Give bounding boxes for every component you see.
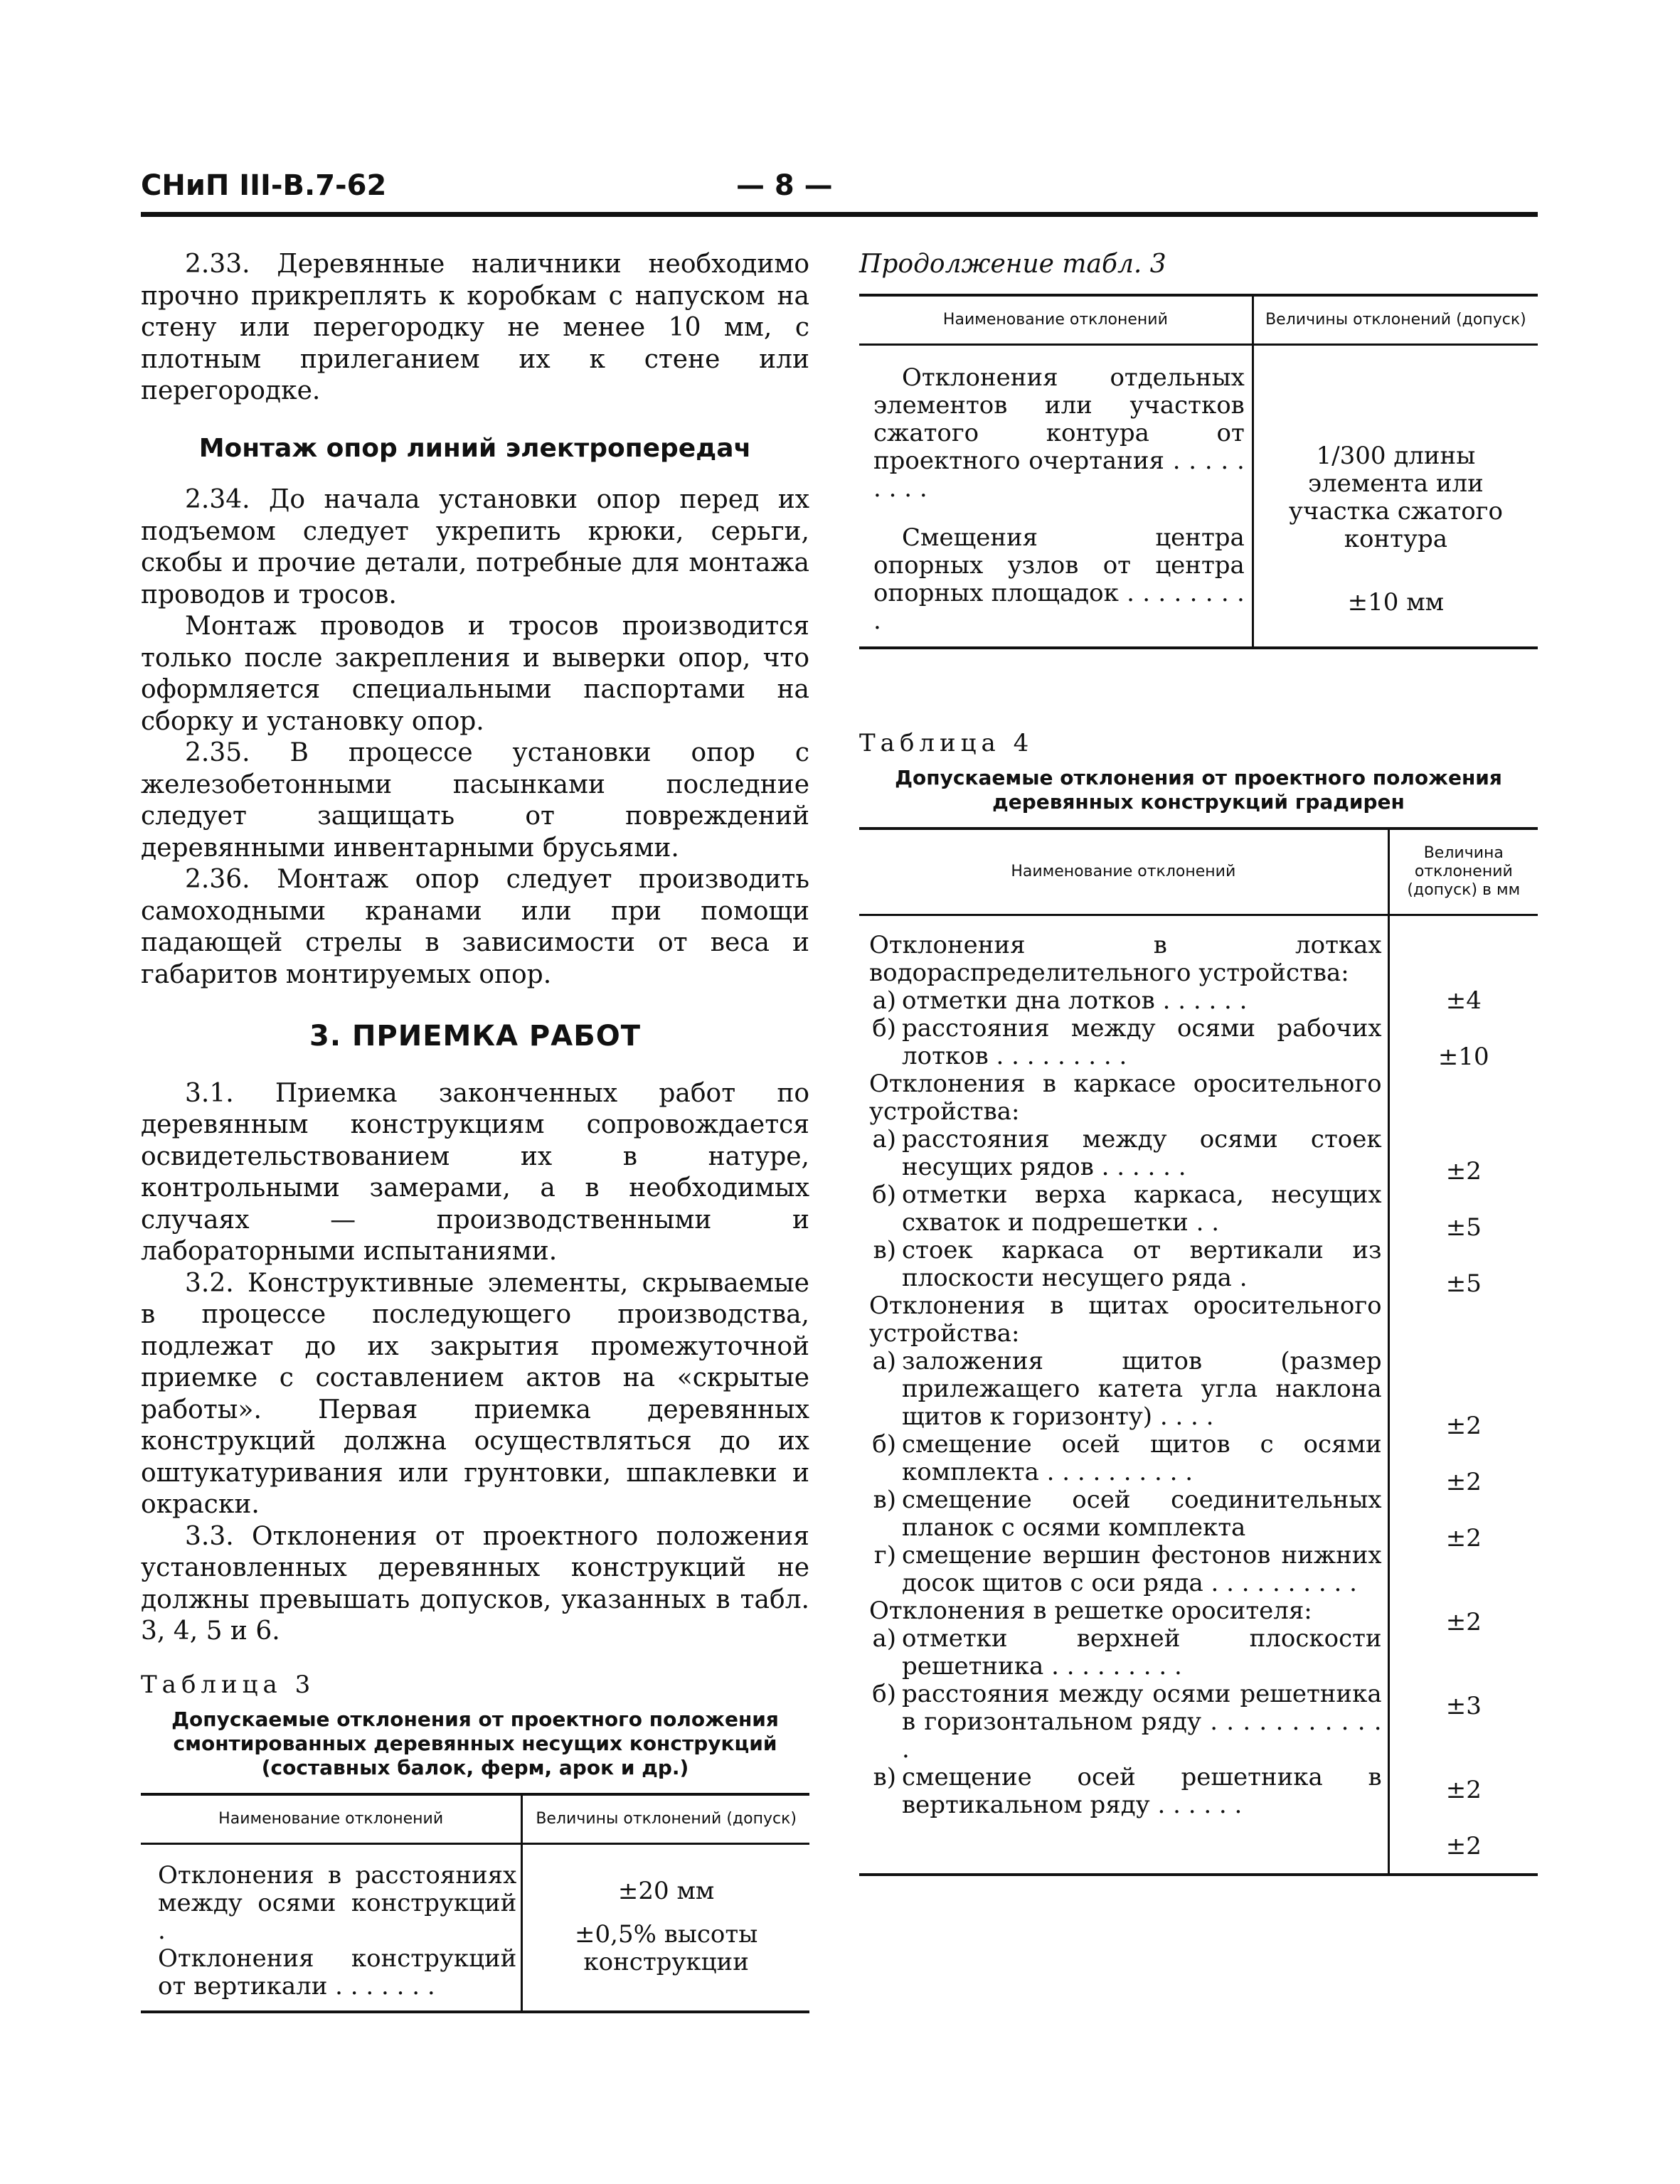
list-item: г) смещение вершин фестонов нижних досок щитов с оси ряда . . . . . . . . . . <box>873 1541 1382 1597</box>
table-4-value: ±2 <box>1445 1157 1482 1186</box>
table-3-col-value: Величины отклонений (допуск) <box>522 1796 809 1844</box>
table-3-continuation-label: Продолжение табл. 3 <box>859 250 1166 279</box>
paragraph-3-3: 3.3. Отклонения от проектного положения установленных деревянных конструкций не должны превышать допусков, указанных в табл. 3, 4, 5 и 6. <box>141 1521 809 1646</box>
list-item: б) смещение осей щитов с осями комплекта . . . . . . . . . . <box>872 1430 1382 1486</box>
table-4-value: ±5 <box>1445 1213 1482 1242</box>
table-4-value: ±10 <box>1437 1043 1489 1071</box>
table-4-col-value: Величина отклонений (допуск) в мм <box>1388 830 1538 915</box>
list-item: в) смещение осей решетника в вертикальном ряду . . . . . . <box>873 1763 1382 1819</box>
header-rule <box>141 212 1538 217</box>
table-4-value: ±5 <box>1445 1269 1482 1298</box>
page-number: — 8 — <box>736 169 833 202</box>
table-3c-col-name: Наименование отклонений <box>859 297 1253 345</box>
table-3-row-value: ±0,5% высоты конструкции <box>575 1920 758 1976</box>
table-3c-row-name: Отклонения отдельных элементов или участков сжатого контура от проектного очертания . . . . . . . . . <box>873 363 1245 503</box>
list-item: а) отметки дна лотков . . . . . . <box>872 986 1248 1015</box>
paragraph-2-33: 2.33. Деревянные наличники необходимо прочно прикреплять к коробкам с напуском на стену или перегородку не менее 10 мм, с плотным прилеганием их к стене или перегородке. <box>141 250 809 405</box>
document-code: СНиП III-В.7-62 <box>141 169 387 202</box>
table-4-value: ±3 <box>1445 1692 1482 1720</box>
section-heading-power-lines: Монтаж опор линий электропередач <box>198 433 752 463</box>
list-item: б) расстояния между осями рабочих лотков . . . . . . . . . <box>872 1014 1382 1070</box>
list-item: в) стоек каркаса от вертикали из плоскости несущего ряда . <box>873 1236 1382 1292</box>
section-heading-acceptance: 3. ПРИЕМКА РАБОТ <box>309 1020 641 1053</box>
right-column <box>859 249 1538 1876</box>
table-4-group <box>869 1070 1382 1292</box>
table-4-group-head: Отклонения в щитах оросительного устройства: <box>869 1291 1382 1348</box>
table-3-label: Таблица 3 <box>141 1670 316 1699</box>
table-3c-col-value: Величины отклонений (допуск) <box>1253 297 1538 345</box>
table-row <box>1253 344 1538 646</box>
table-4-label: Таблица 4 <box>859 728 1034 757</box>
table-3 <box>141 1793 809 2013</box>
table-4-value: ±2 <box>1445 1524 1482 1552</box>
table-4-value: ±2 <box>1445 1468 1482 1496</box>
list-item: б) отметки верха каркаса, несущих схваток и подрешетки . . <box>872 1181 1382 1237</box>
table-4-value: ±2 <box>1445 1832 1482 1860</box>
list-item: а) отметки верхней плоскости решетника . . . . . . . . . <box>872 1624 1382 1680</box>
table-4-title: Допускаемые отклонения от проектного положения деревянных конструкций градирен <box>895 766 1502 814</box>
table-3-row-name: Отклонения в расстояниях между осями конструкций . <box>158 1861 517 1945</box>
table-4-value: ±2 <box>1445 1776 1482 1804</box>
table-4-group <box>869 932 1382 1070</box>
table-4-value: ±4 <box>1445 986 1482 1015</box>
table-3-continuation <box>859 294 1538 649</box>
table-3-row-value: ±20 мм <box>617 1877 715 1905</box>
list-item: в) смещение осей соединительных планок с осями комплекта <box>873 1486 1382 1542</box>
table-4-names <box>859 915 1388 1874</box>
table-4-group <box>869 1597 1382 1819</box>
table-4-value: ±2 <box>1445 1412 1482 1440</box>
list-item: а) заложения щитов (размер прилежащего катета угла наклона щитов к горизонту) . . . . <box>872 1347 1382 1431</box>
table-row <box>522 1844 809 2011</box>
list-item: а) расстояния между осями стоек несущих рядов . . . . . . <box>872 1125 1382 1181</box>
table-row <box>141 1844 522 2011</box>
table-4-group-head: Отклонения в каркасе оросительного устройства: <box>869 1070 1382 1126</box>
table-3c-row-value: 1/300 длины элемента или участка сжатого контура <box>1288 441 1503 553</box>
table-row <box>859 344 1253 646</box>
list-item: б) расстояния между осями решетника в горизонтальном ряду . . . . . . . . . . . . <box>872 1680 1382 1764</box>
table-3-title: Допускаемые отклонения от проектного положения смонтированных деревянных несущих конструкций (составных балок, ферм, арок и др.) <box>171 1708 779 1779</box>
table-4-group <box>869 1292 1382 1597</box>
table-4 <box>859 827 1538 1876</box>
table-4-values <box>1388 915 1538 1874</box>
table-4-value: ±2 <box>1445 1608 1482 1636</box>
paragraph-3-2: 3.2. Конструктивные элементы, скрываемые в процессе последующего производства, подлежат до их закрытия промежуточной приемке с составлением актов на «скрытые работы». Первая приемка деревянных конструкций должна осуществляться до их оштукатуривания или грунтовки, шпаклевки и окраски. <box>141 1268 809 1519</box>
table-4-col-name: Наименование отклонений <box>859 830 1388 915</box>
left-column <box>141 249 809 2013</box>
table-4-group-head: Отклонения в лотках водораспределительного устройства: <box>869 931 1382 987</box>
table-3-col-name: Наименование отклонений <box>141 1796 522 1844</box>
table-3c-row-value: ±10 мм <box>1347 587 1445 617</box>
paragraph-2-34: 2.34. До начала установки опор перед их подъемом следует укрепить крюки, серьги, скобы и прочие детали, потребные для монтажа проводов и тросов. <box>141 485 809 609</box>
paragraph-2-35: 2.35. В процессе установки опор с железобетонными пасынками последние следует защищать от повреждений деревянными инвентарными брусьями. <box>141 738 809 863</box>
table-4-group-head: Отклонения в решетке оросителя: <box>869 1597 1312 1625</box>
paragraph-2-36: 2.36. Монтаж опор следует производить самоходными кранами или при помощи падающей стрелы в зависимости от веса и габаритов монтируемых опор. <box>141 865 809 989</box>
table-3-row-name: Отклонения конструкций от вертикали . . . . . . . <box>158 1944 517 2001</box>
paragraph-3-1: 3.1. Приемка законченных работ по деревянным конструкциям сопровождается освидетельствованием их в натуре, контрольными замерами, а в необходимых случаях — производственными и лабораторными испытаниями. <box>141 1078 809 1266</box>
paragraph-2-34-cont: Монтаж проводов и тросов производится только после закрепления и выверки опор, что оформляется специальными паспортами на сборку и установку опор. <box>141 612 809 736</box>
table-3c-row-name: Смещения центра опорных узлов от центра опорных площадок . . . . . . . . . <box>873 523 1245 635</box>
